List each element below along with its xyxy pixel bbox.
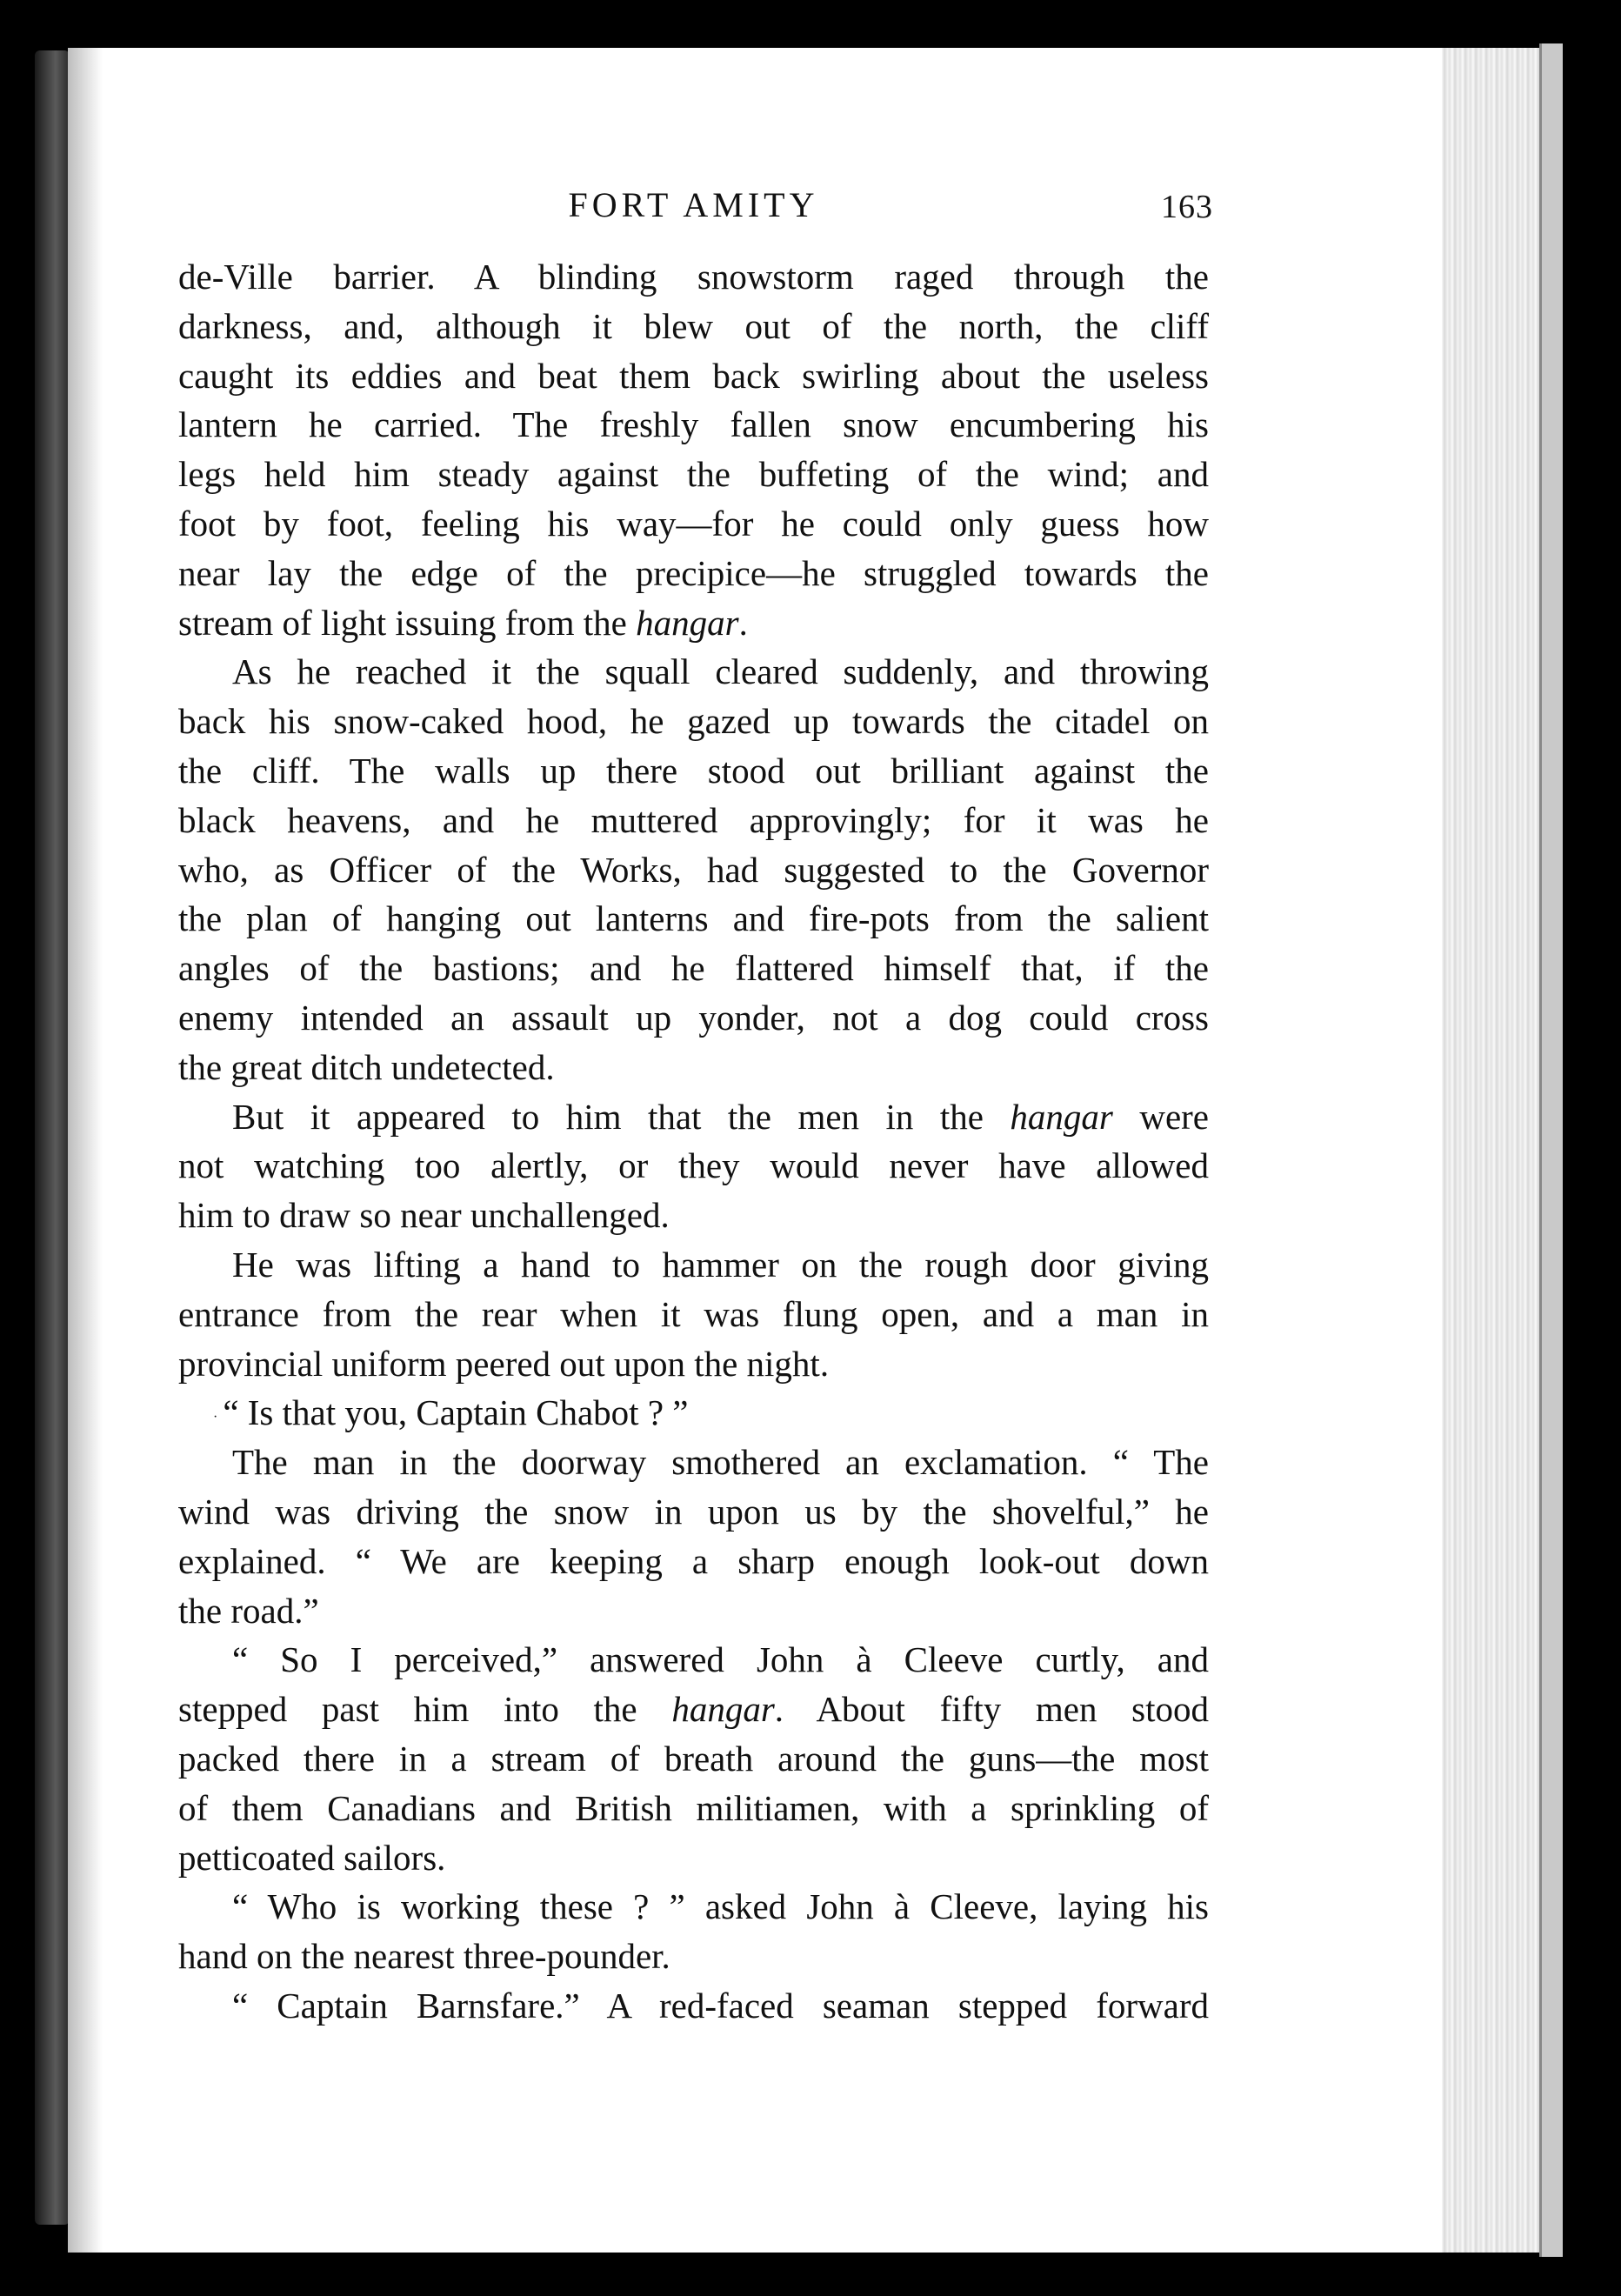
book-cover-edge [1539,43,1563,2257]
text-line: He was lifting a hand to hammer on the rough door giving [232,1244,1209,1285]
text-line: enemy intended an assault up yonder, not a dog could cross [178,997,1209,1038]
text-line: near lay the edge of the precipice—he struggled towards the [178,552,1209,593]
text-line: “ Who is working these ? ” asked John à Cleeve, laying his [232,1886,1209,1927]
italic-word: hangar [671,1689,775,1730]
printer-mark: · [213,1410,218,1425]
text-line: back his snow-caked hood, he gazed up towards the citadel on [178,701,1209,742]
running-title: FORT AMITY [568,185,819,224]
text-line: entrance from the rear when it was flung open, and a man in [178,1293,1209,1334]
italic-word: hangar [1010,1096,1113,1137]
text-line: stepped past him into the hangar. About fifty men stood [178,1689,1209,1730]
text-line: of them Canadians and British militiamen, with a sprinkling of [178,1787,1209,1828]
text-line: darkness, and, although it blew out of the north, the cliff [178,305,1209,346]
gutter-shadow [68,48,103,2253]
text-line: hand on the nearest three-pounder. [178,1936,670,1977]
text-line: stream of light issuing from the hangar. [178,602,748,643]
text-line: foot by foot, feeling his way—for he could only guess how [178,503,1209,544]
text-line: the cliff. The walls up there stood out brilliant against the [178,750,1209,791]
page-number: 163 [1161,189,1213,225]
text-line: The man in the doorway smothered an exclamation. “ The [232,1442,1209,1483]
text-line: “ Captain Barnsfare.” A red-faced seaman stepped forward [232,1985,1209,2026]
text-line: legs held him steady against the buffeting of the wind; and [178,454,1209,495]
text-line: caught its eddies and beat them back swirling about the useless [178,355,1209,396]
text-line: the plan of hanging out lanterns and fire-pots from the salient [178,898,1209,939]
text-line: provincial uniform peered out upon the night. [178,1343,830,1384]
running-head [178,184,1213,237]
body-text [178,252,1209,2031]
page-edges [1426,48,1552,2253]
text-line: black heavens, and he muttered approvingly; for it was he [178,799,1209,840]
text-line: who, as Officer of the Works, had suggested to the Governor [178,849,1209,890]
text-line: the great ditch undetected. [178,1046,555,1087]
text-line: him to draw so near unchallenged. [178,1195,670,1236]
text-line: lantern he carried. The freshly fallen snow encumbering his [178,404,1209,445]
italic-word: hangar [636,602,739,643]
text-line: the road.” [178,1590,319,1631]
text-line: wind was driving the snow in upon us by the shovelful,” he [178,1491,1209,1532]
text-line: petticoated sailors. [178,1837,446,1878]
text-line: not watching too alertly, or they would never have allowed [178,1145,1209,1186]
text-line: packed there in a stream of breath around the guns—the most [178,1738,1209,1779]
book-spine [35,50,70,2225]
text-line: · “ Is that you, Captain Chabot ? ” [213,1392,689,1433]
text-line: As he reached it the squall cleared suddenly, and throwing [232,651,1209,692]
text-line: de-Ville barrier. A blinding snowstorm raged through the [178,257,1209,297]
text-line: But it appeared to him that the men in the hangar were [232,1096,1209,1137]
text-line: explained. “ We are keeping a sharp enough look-out down [178,1540,1209,1581]
text-line: angles of the bastions; and he flattered himself that, if the [178,948,1209,989]
text-line: “ So I perceived,” answered John à Cleeve curtly, and [232,1639,1209,1680]
